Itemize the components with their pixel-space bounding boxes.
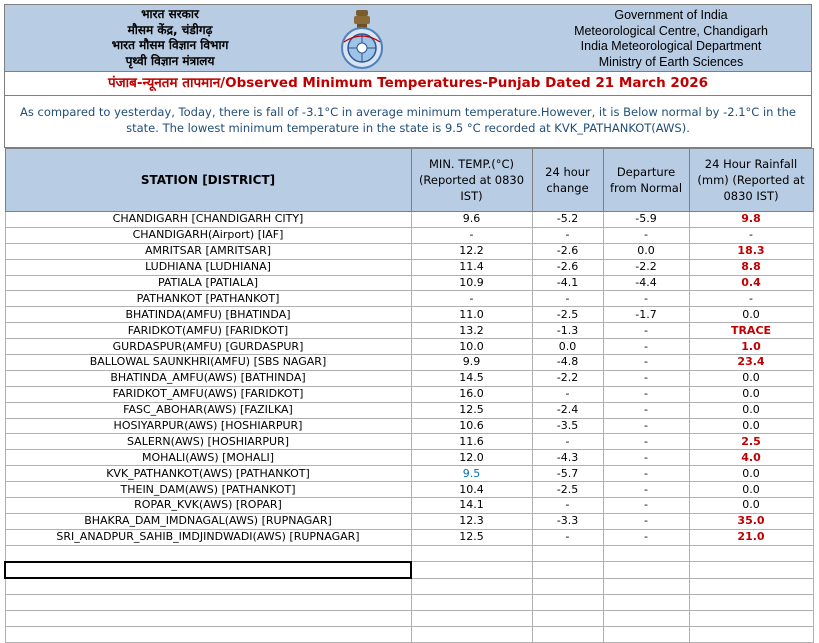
table-row[interactable] bbox=[5, 418, 813, 434]
table-row[interactable] bbox=[5, 323, 813, 339]
empty-cell[interactable] bbox=[5, 562, 411, 579]
departure-cell[interactable]: -5.9 bbox=[603, 212, 689, 228]
empty-cell[interactable] bbox=[411, 578, 532, 594]
station-cell[interactable]: FARIDKOT(AMFU) [FARIDKOT] bbox=[5, 323, 411, 339]
table-row[interactable] bbox=[5, 275, 813, 291]
empty-cell[interactable] bbox=[689, 578, 813, 594]
observations-table bbox=[4, 148, 814, 643]
departure-cell[interactable]: -2.2 bbox=[603, 259, 689, 275]
min-temp-cell[interactable]: 14.5 bbox=[411, 370, 532, 386]
departure-cell[interactable]: - bbox=[603, 370, 689, 386]
table-row[interactable] bbox=[5, 212, 813, 228]
change-cell[interactable]: -2.4 bbox=[532, 402, 603, 418]
rainfall-cell[interactable]: 0.0 bbox=[689, 498, 813, 514]
table-row[interactable] bbox=[5, 307, 813, 323]
departure-cell[interactable]: - bbox=[603, 227, 689, 243]
empty-row[interactable] bbox=[5, 611, 813, 627]
empty-cell[interactable] bbox=[689, 562, 813, 579]
departure-cell[interactable]: - bbox=[603, 466, 689, 482]
rainfall-cell[interactable]: 0.0 bbox=[689, 402, 813, 418]
min-temp-cell[interactable]: 10.0 bbox=[411, 339, 532, 355]
rainfall-cell[interactable]: 0.0 bbox=[689, 466, 813, 482]
table-row[interactable] bbox=[5, 450, 813, 466]
rainfall-cell[interactable]: TRACE bbox=[689, 323, 813, 339]
empty-cell[interactable] bbox=[603, 578, 689, 594]
table-row[interactable] bbox=[5, 339, 813, 355]
departure-cell[interactable]: - bbox=[603, 402, 689, 418]
min-temp-cell[interactable]: 12.3 bbox=[411, 513, 532, 529]
station-cell[interactable]: PATHANKOT [PATHANKOT] bbox=[5, 291, 411, 307]
rainfall-cell[interactable]: 1.0 bbox=[689, 339, 813, 355]
rainfall-cell[interactable]: 0.0 bbox=[689, 482, 813, 498]
rainfall-cell[interactable]: 0.0 bbox=[689, 307, 813, 323]
empty-row[interactable] bbox=[5, 562, 813, 579]
header-station: STATION [DISTRICT] bbox=[5, 149, 411, 212]
rainfall-cell[interactable]: 35.0 bbox=[689, 513, 813, 529]
min-temp-cell[interactable]: 11.6 bbox=[411, 434, 532, 450]
empty-cell[interactable] bbox=[532, 545, 603, 561]
rainfall-cell[interactable]: 4.0 bbox=[689, 450, 813, 466]
empty-row[interactable] bbox=[5, 627, 813, 643]
change-cell[interactable]: -2.5 bbox=[532, 307, 603, 323]
departure-cell[interactable]: -1.7 bbox=[603, 307, 689, 323]
report-header bbox=[4, 4, 812, 72]
imd-emblem-icon bbox=[339, 8, 385, 70]
change-cell[interactable]: -5.2 bbox=[532, 212, 603, 228]
table-row[interactable] bbox=[5, 370, 813, 386]
min-temp-cell[interactable]: 16.0 bbox=[411, 386, 532, 402]
hindi-header bbox=[5, 7, 335, 69]
empty-cell[interactable] bbox=[532, 595, 603, 611]
station-cell[interactable]: SALERN(AWS) [HOSHIARPUR] bbox=[5, 434, 411, 450]
change-cell[interactable]: -4.8 bbox=[532, 355, 603, 371]
station-cell[interactable]: FARIDKOT_AMFU(AWS) [FARIDKOT] bbox=[5, 386, 411, 402]
min-temp-cell[interactable]: 9.6 bbox=[411, 212, 532, 228]
report-title: पंजाब-न्यूनतम तापमान/Observed Minimum Temperatures-Punjab Dated 21 March 2026 bbox=[4, 72, 812, 96]
empty-cell[interactable] bbox=[5, 611, 411, 627]
rainfall-cell[interactable]: 8.8 bbox=[689, 259, 813, 275]
empty-cell[interactable] bbox=[5, 545, 411, 561]
rainfall-cell[interactable]: 21.0 bbox=[689, 529, 813, 545]
min-temp-cell[interactable]: 14.1 bbox=[411, 498, 532, 514]
empty-cell[interactable] bbox=[603, 611, 689, 627]
min-temp-cell[interactable]: 10.4 bbox=[411, 482, 532, 498]
empty-cell[interactable] bbox=[5, 595, 411, 611]
min-temp-cell[interactable]: 13.2 bbox=[411, 323, 532, 339]
change-cell[interactable]: -3.3 bbox=[532, 513, 603, 529]
header-24h-change: 24 hour change bbox=[532, 149, 603, 212]
departure-cell[interactable]: - bbox=[603, 529, 689, 545]
departure-cell[interactable]: - bbox=[603, 291, 689, 307]
english-line: Government of India bbox=[614, 8, 728, 22]
min-temp-cell[interactable]: 12.2 bbox=[411, 243, 532, 259]
change-cell[interactable]: - bbox=[532, 386, 603, 402]
station-cell[interactable]: BHATINDA_AMFU(AWS) [BATHINDA] bbox=[5, 370, 411, 386]
min-temp-cell[interactable]: 10.6 bbox=[411, 418, 532, 434]
rainfall-cell[interactable]: 18.3 bbox=[689, 243, 813, 259]
rainfall-cell[interactable]: 0.0 bbox=[689, 386, 813, 402]
english-line: India Meteorological Department bbox=[580, 39, 762, 53]
empty-cell[interactable] bbox=[603, 545, 689, 561]
station-cell[interactable]: HOSIYARPUR(AWS) [HOSHIARPUR] bbox=[5, 418, 411, 434]
min-temp-cell[interactable]: 12.5 bbox=[411, 529, 532, 545]
empty-cell[interactable] bbox=[532, 562, 603, 579]
empty-cell[interactable] bbox=[532, 611, 603, 627]
english-line: Meteorological Centre, Chandigarh bbox=[574, 23, 768, 38]
station-cell[interactable]: KVK_PATHANKOT(AWS) [PATHANKOT] bbox=[5, 466, 411, 482]
change-cell[interactable]: - bbox=[532, 227, 603, 243]
change-cell[interactable]: 0.0 bbox=[532, 339, 603, 355]
empty-cell[interactable] bbox=[532, 627, 603, 643]
station-cell[interactable]: BHAKRA_DAM_IMDNAGAL(AWS) [RUPNAGAR] bbox=[5, 513, 411, 529]
min-temp-cell[interactable]: - bbox=[411, 291, 532, 307]
change-cell[interactable]: -5.7 bbox=[532, 466, 603, 482]
header-min-temp: MIN. TEMP.(°C) (Reported at 0830 IST) bbox=[411, 149, 532, 212]
empty-row[interactable] bbox=[5, 545, 813, 561]
table-row[interactable] bbox=[5, 498, 813, 514]
table-row[interactable] bbox=[5, 386, 813, 402]
change-cell[interactable]: - bbox=[532, 291, 603, 307]
english-header bbox=[531, 8, 811, 70]
station-cell[interactable]: GURDASPUR(AMFU) [GURDASPUR] bbox=[5, 339, 411, 355]
station-cell[interactable]: CHANDIGARH(Airport) [IAF] bbox=[5, 227, 411, 243]
hindi-line: भारत मौसम विज्ञान विभाग bbox=[111, 38, 229, 52]
departure-cell[interactable]: - bbox=[603, 386, 689, 402]
station-cell[interactable]: PATIALA [PATIALA] bbox=[5, 275, 411, 291]
change-cell[interactable]: -2.5 bbox=[532, 482, 603, 498]
table-row[interactable] bbox=[5, 466, 813, 482]
table-row[interactable] bbox=[5, 513, 813, 529]
rainfall-cell[interactable]: 0.0 bbox=[689, 418, 813, 434]
departure-cell[interactable]: - bbox=[603, 498, 689, 514]
table-row[interactable] bbox=[5, 529, 813, 545]
hindi-line: पृथ्वी विज्ञान मंत्रालय bbox=[125, 53, 215, 68]
table-header-row bbox=[5, 149, 813, 212]
empty-cell[interactable] bbox=[603, 562, 689, 579]
rainfall-cell[interactable]: 9.8 bbox=[689, 212, 813, 228]
empty-cell[interactable] bbox=[5, 578, 411, 594]
departure-cell[interactable]: - bbox=[603, 323, 689, 339]
empty-cell[interactable] bbox=[411, 611, 532, 627]
table-row[interactable] bbox=[5, 243, 813, 259]
min-temp-cell[interactable]: 10.9 bbox=[411, 275, 532, 291]
table-row[interactable] bbox=[5, 482, 813, 498]
empty-cell[interactable] bbox=[603, 595, 689, 611]
temperature-summary: As compared to yesterday, Today, there is fall of -3.1°C in average minimum temperature.However, it is Below normal by -2.1°C in the state. The lowest minimum temperature in the state is 9.5 °C recorded at KVK_PATHANKOT(AWS). bbox=[4, 96, 812, 148]
min-temp-cell[interactable]: 11.4 bbox=[411, 259, 532, 275]
rainfall-cell[interactable]: - bbox=[689, 291, 813, 307]
min-temp-cell[interactable]: 12.5 bbox=[411, 402, 532, 418]
rainfall-cell[interactable]: 0.0 bbox=[689, 370, 813, 386]
min-temp-cell[interactable]: - bbox=[411, 227, 532, 243]
departure-cell[interactable]: - bbox=[603, 355, 689, 371]
rainfall-cell[interactable]: 23.4 bbox=[689, 355, 813, 371]
station-cell[interactable]: ROPAR_KVK(AWS) [ROPAR] bbox=[5, 498, 411, 514]
departure-cell[interactable]: - bbox=[603, 513, 689, 529]
empty-cell[interactable] bbox=[5, 627, 411, 643]
station-cell[interactable]: AMRITSAR [AMRITSAR] bbox=[5, 243, 411, 259]
station-cell[interactable]: BHATINDA(AMFU) [BHATINDA] bbox=[5, 307, 411, 323]
station-cell[interactable]: MOHALI(AWS) [MOHALI] bbox=[5, 450, 411, 466]
table-row[interactable] bbox=[5, 434, 813, 450]
station-cell[interactable]: LUDHIANA [LUDHIANA] bbox=[5, 259, 411, 275]
station-cell[interactable]: BALLOWAL SAUNKHRI(AMFU) [SBS NAGAR] bbox=[5, 355, 411, 371]
rainfall-cell[interactable]: 2.5 bbox=[689, 434, 813, 450]
departure-cell[interactable]: - bbox=[603, 434, 689, 450]
empty-row[interactable] bbox=[5, 595, 813, 611]
change-cell[interactable]: - bbox=[532, 529, 603, 545]
departure-cell[interactable]: - bbox=[603, 418, 689, 434]
empty-cell[interactable] bbox=[411, 562, 532, 579]
min-temp-cell[interactable]: 11.0 bbox=[411, 307, 532, 323]
header-rainfall: 24 Hour Rainfall (mm) (Reported at 0830 IST) bbox=[689, 149, 813, 212]
empty-cell[interactable] bbox=[411, 627, 532, 643]
change-cell[interactable]: -2.2 bbox=[532, 370, 603, 386]
departure-cell[interactable]: -4.4 bbox=[603, 275, 689, 291]
station-cell[interactable]: CHANDIGARH [CHANDIGARH CITY] bbox=[5, 212, 411, 228]
change-cell[interactable]: -1.3 bbox=[532, 323, 603, 339]
empty-row[interactable] bbox=[5, 578, 813, 594]
table-row[interactable] bbox=[5, 402, 813, 418]
empty-cell[interactable] bbox=[689, 545, 813, 561]
table-row[interactable] bbox=[5, 259, 813, 275]
departure-cell[interactable]: - bbox=[603, 450, 689, 466]
empty-cell[interactable] bbox=[532, 578, 603, 594]
min-temp-cell[interactable]: 9.5 bbox=[411, 466, 532, 482]
departure-cell[interactable]: - bbox=[603, 482, 689, 498]
empty-cell[interactable] bbox=[411, 595, 532, 611]
change-cell[interactable]: -2.6 bbox=[532, 243, 603, 259]
departure-cell[interactable]: 0.0 bbox=[603, 243, 689, 259]
empty-cell[interactable] bbox=[411, 545, 532, 561]
change-cell[interactable]: -2.6 bbox=[532, 259, 603, 275]
min-temp-cell[interactable]: 9.9 bbox=[411, 355, 532, 371]
station-cell[interactable]: SRI_ANADPUR_SAHIB_IMDJINDWADI(AWS) [RUPNAGAR] bbox=[5, 529, 411, 545]
change-cell[interactable]: - bbox=[532, 434, 603, 450]
change-cell[interactable]: -4.3 bbox=[532, 450, 603, 466]
departure-cell[interactable]: - bbox=[603, 339, 689, 355]
station-cell[interactable]: THEIN_DAM(AWS) [PATHANKOT] bbox=[5, 482, 411, 498]
change-cell[interactable]: - bbox=[532, 498, 603, 514]
empty-cell[interactable] bbox=[689, 611, 813, 627]
empty-cell[interactable] bbox=[603, 627, 689, 643]
change-cell[interactable]: -3.5 bbox=[532, 418, 603, 434]
english-line: Ministry of Earth Sciences bbox=[598, 54, 744, 69]
observations-body bbox=[5, 212, 813, 643]
header-departure: Departure from Normal bbox=[603, 149, 689, 212]
rainfall-cell[interactable]: - bbox=[689, 227, 813, 243]
table-row[interactable] bbox=[5, 355, 813, 371]
rainfall-cell[interactable]: 0.4 bbox=[689, 275, 813, 291]
empty-cell[interactable] bbox=[689, 595, 813, 611]
table-row[interactable] bbox=[5, 227, 813, 243]
table-row[interactable] bbox=[5, 291, 813, 307]
hindi-line: भारत सरकार bbox=[141, 7, 199, 21]
station-cell[interactable]: FASC_ABOHAR(AWS) [FAZILKA] bbox=[5, 402, 411, 418]
empty-cell[interactable] bbox=[689, 627, 813, 643]
hindi-line: मौसम केंद्र, चंडीगढ़ bbox=[127, 22, 213, 37]
min-temp-cell[interactable]: 12.0 bbox=[411, 450, 532, 466]
change-cell[interactable]: -4.1 bbox=[532, 275, 603, 291]
